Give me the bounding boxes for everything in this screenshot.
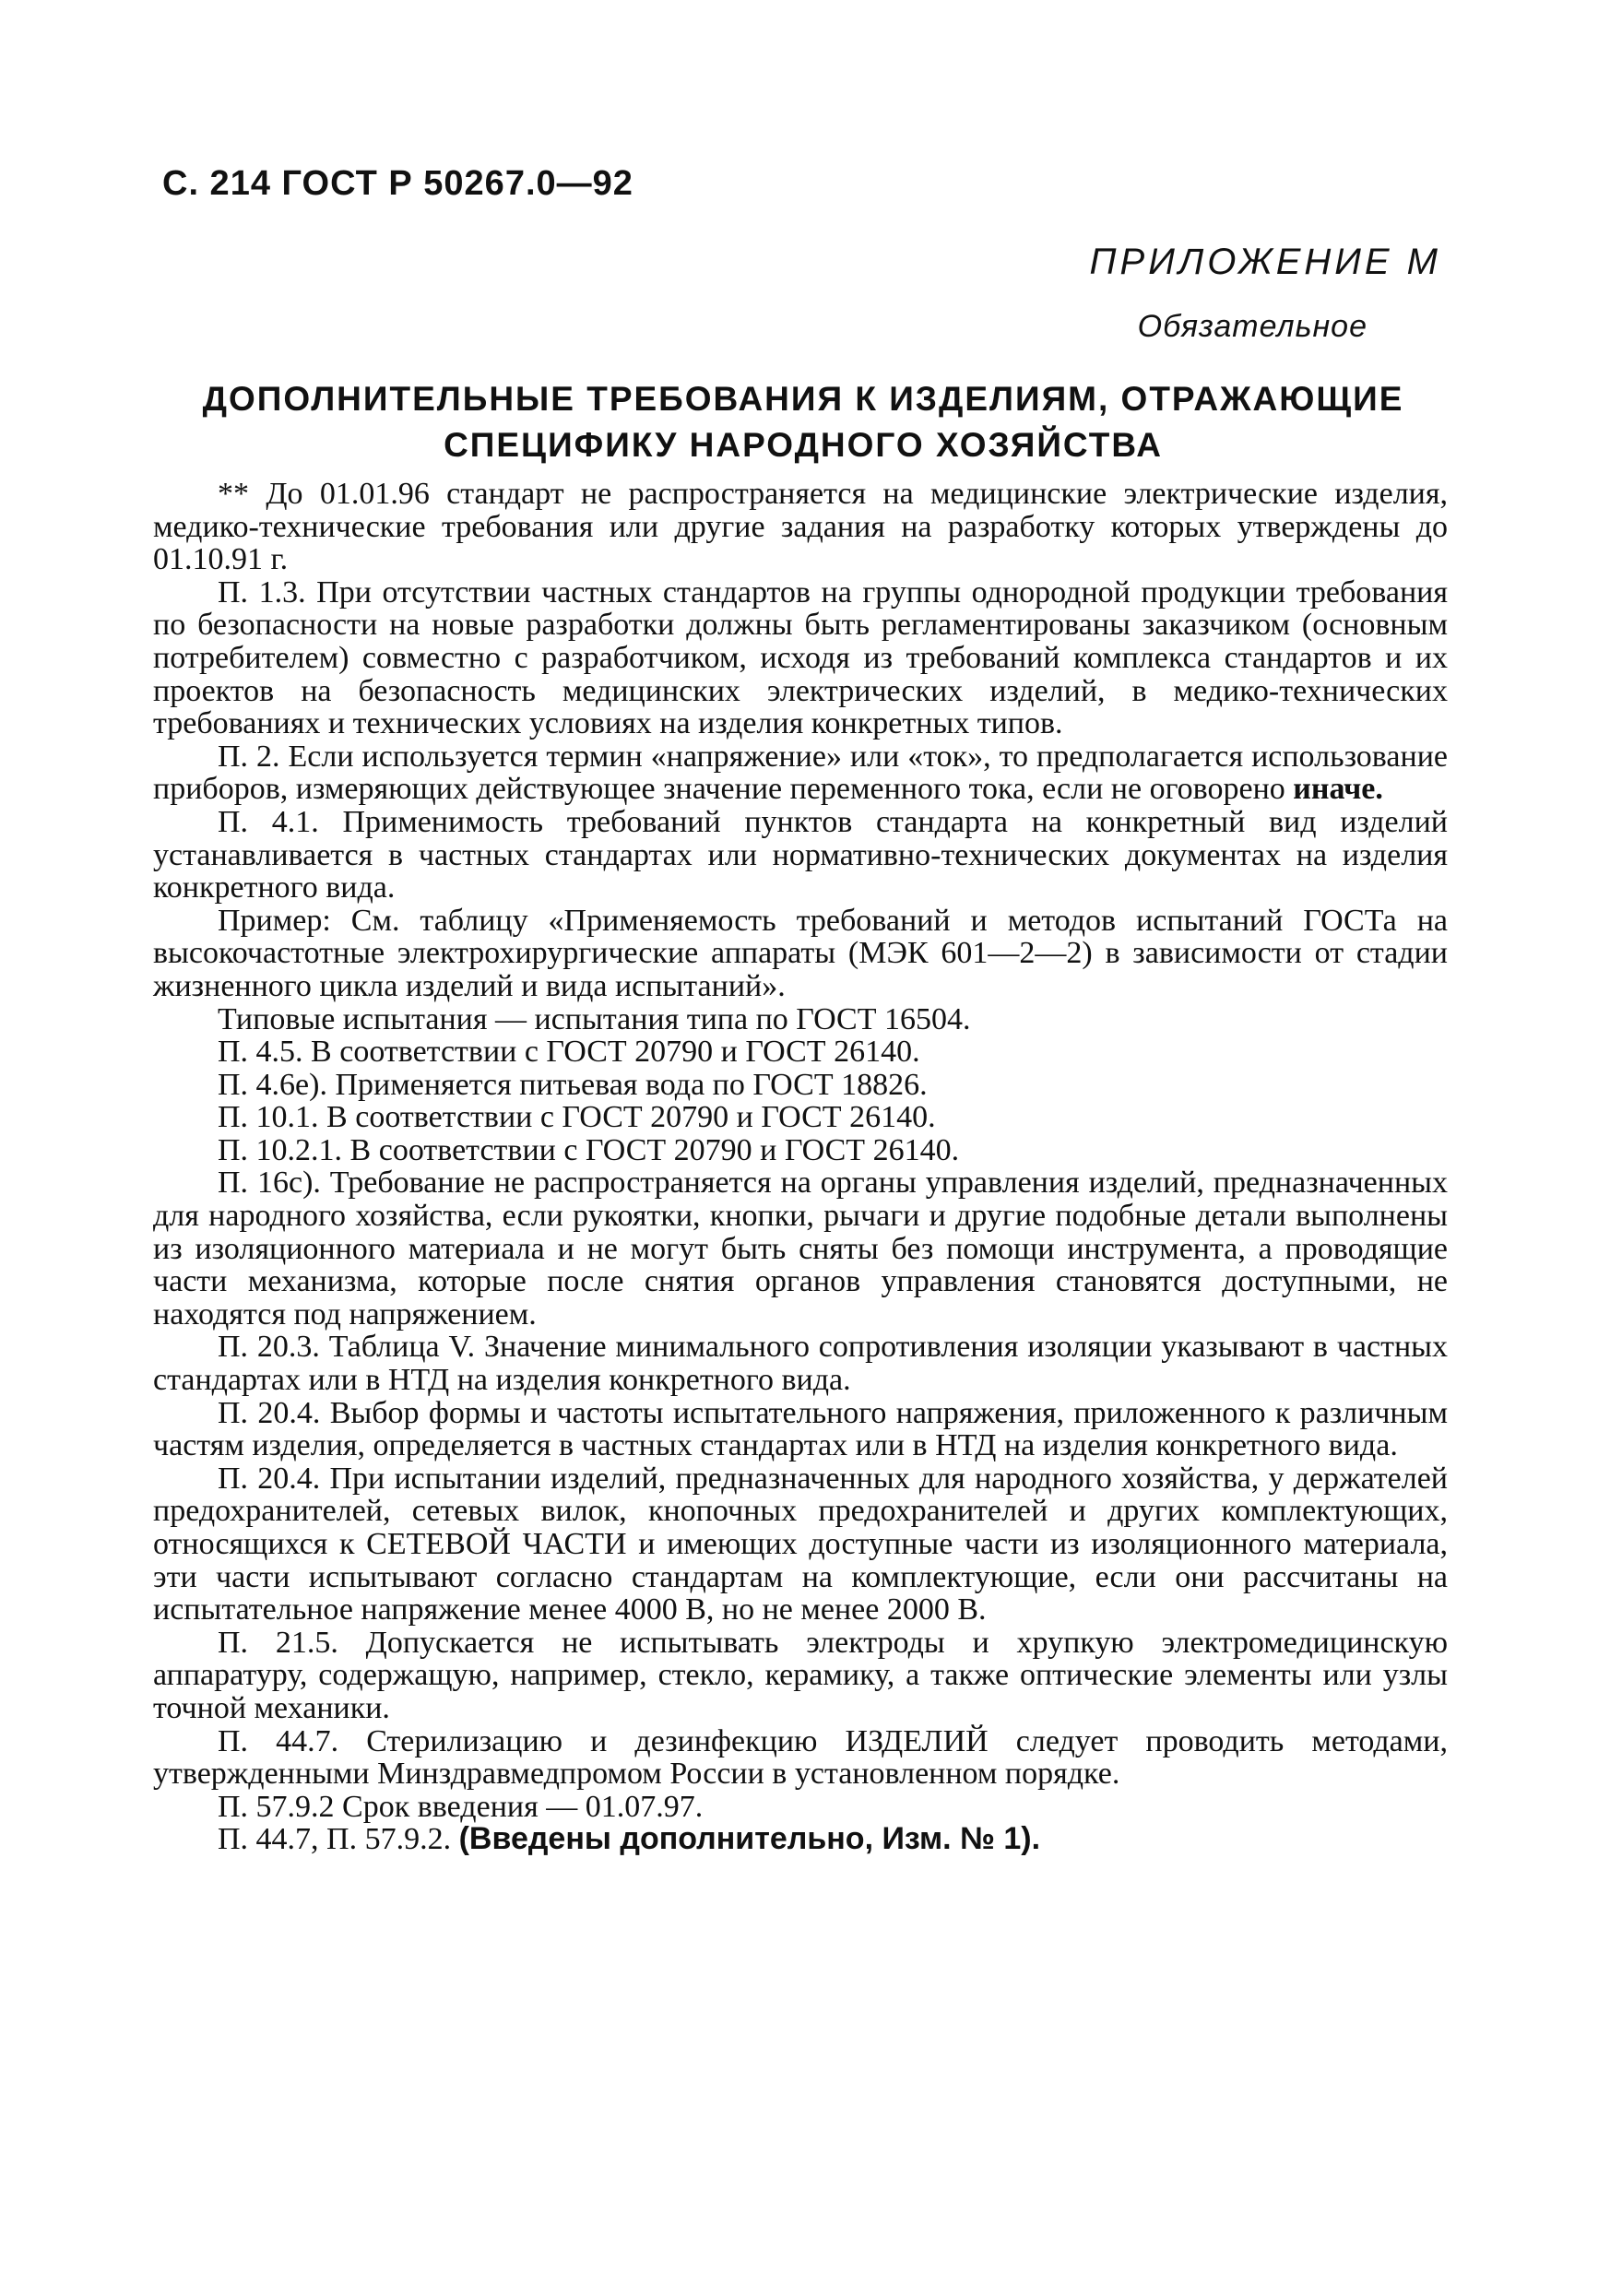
- paragraph-text: П. 4.1. Применимость требований пунктов стандарта на конкретный вид изделий устанавливается в частных стандартах или нормативно-технических документах на изделия конкретного вида.: [153, 804, 1448, 905]
- paragraph: [153, 740, 1448, 806]
- paragraph-text: П. 16с). Требование не распространяется на органы управления изделий, предназначенных для народного хозяйства, если рукоятки, кнопки, рычаги и другие подобные детали выполнены из изоляционного материала и не могут быть сняты без помощи инструмента, а проводящие части механизма, которые после снятия органов управления становятся доступными, не находятся под напряжением.: [153, 1166, 1448, 1331]
- paragraph: [153, 806, 1448, 905]
- paragraph-text: П. 4.6е). Применяется питьевая вода по ГОСТ 18826.: [218, 1067, 928, 1102]
- paragraph-text: П. 20.3. Таблица V. Значение минимального сопротивления изоляции указывают в частных стандартах или в НТД на изделия конкретного вида.: [153, 1330, 1448, 1398]
- paragraph: [153, 1331, 1448, 1396]
- paragraph: [153, 1791, 1448, 1824]
- paragraph-text: П. 57.9.2 Срок введения — 01.07.97.: [218, 1789, 704, 1824]
- paragraph-bold-text: (Введены дополнительно, Изм. № 1).: [458, 1821, 1041, 1857]
- paragraph: [153, 1069, 1448, 1102]
- paragraph-text: П. 10.2.1. В соответствии с ГОСТ 20790 и ГОСТ 26140.: [218, 1132, 960, 1167]
- paragraph: [153, 1036, 1448, 1069]
- paragraph-text: П. 4.5. В соответствии с ГОСТ 20790 и ГОСТ 26140.: [218, 1035, 920, 1070]
- paragraph-text: П. 2. Если используется термин «напряжение» или «ток», то предполагается использование приборов, измеряющих действующее значение переменного тока, если не оговорено: [153, 739, 1448, 807]
- paragraph: [153, 1166, 1448, 1331]
- paragraph: [153, 1627, 1448, 1725]
- paragraph: [153, 1397, 1448, 1462]
- paragraph-text: П. 10.1. В соответствии с ГОСТ 20790 и ГОСТ 26140.: [218, 1100, 936, 1135]
- main-heading-line-1: ДОПОЛНИТЕЛЬНЫЕ ТРЕБОВАНИЯ К ИЗДЕЛИЯМ, ОТРАЖАЮЩИЕ: [202, 380, 1404, 418]
- paragraph: [153, 1823, 1448, 1856]
- page-header: С. 214 ГОСТ Р 50267.0—92: [162, 164, 633, 203]
- paragraph: [153, 1003, 1448, 1036]
- paragraph: [153, 1134, 1448, 1167]
- paragraph-text: ** До 01.01.96 стандарт не распространяется на медицинские электрические изделия, медико-технические требования или другие задания на разработку которых утверждены до 01.10.91 г.: [153, 477, 1448, 577]
- paragraph: [153, 905, 1448, 1003]
- appendix-title: ПРИЛОЖЕНИЕ М: [1089, 242, 1441, 282]
- paragraph-text: П. 21.5. Допускается не испытывать электроды и хрупкую электромедицинскую аппаратуру, содержащую, например, стекло, керамику, а также оптические элементы или узлы точной механики.: [153, 1625, 1448, 1725]
- paragraph: [153, 478, 1448, 576]
- paragraph-bold-text: иначе.: [1293, 772, 1383, 807]
- main-heading: [162, 376, 1444, 468]
- paragraph: [153, 1725, 1448, 1791]
- paragraph-text: П. 20.4. При испытании изделий, предназначенных для народного хозяйства, у держателей предохранителей, сетевых вилок, кнопочных предохранителей и других комплектующих, относящихся к СЕТЕВОЙ ЧАСТИ и имеющих доступные части из изоляционного материала, эти части испытывают согласно стандартам на комплектующие, если они рассчитаны на испытательное напряжение менее 4000 В, но не менее 2000 В.: [153, 1461, 1448, 1627]
- paragraph-text: Типовые испытания — испытания типа по ГОСТ 16504.: [218, 1001, 971, 1036]
- paragraph-text: П. 44.7. Стерилизацию и дезинфекцию ИЗДЕЛИЙ следует проводить методами, утвержденными Минздравмедпромом России в установленном порядке.: [153, 1723, 1448, 1792]
- appendix-status: Обязательное: [1137, 309, 1367, 344]
- paragraph-text: П. 1.3. При отсутствии частных стандартов на группы однородной продукции требования по безопасности на новые разработки должны быть регламентированы заказчиком (основным потребителем) совместно с разработчиком, исходя из требований комплекса стандартов и их проектов на безопасность медицинских электрических изделий, в медико-технических требованиях и технических условиях на изделия конкретных типов.: [153, 574, 1448, 741]
- paragraph-text: П. 20.4. Выбор формы и частоты испытательного напряжения, приложенного к различным частям изделия, определяется в частных стандартах или в НТД на изделия конкретного вида.: [153, 1395, 1448, 1463]
- paragraph: [153, 1101, 1448, 1134]
- main-heading-line-2: СПЕЦИФИКУ НАРОДНОГО ХОЗЯЙСТВА: [444, 426, 1163, 464]
- paragraph: [153, 576, 1448, 740]
- body-text: [153, 478, 1448, 1856]
- paragraph-text: Пример: См. таблицу «Применяемость требований и методов испытаний ГОСТа на высокочастотные электрохирургические аппараты (МЭК 601—2—2) в зависимости от стадии жизненного цикла изделий и вида испытаний».: [153, 903, 1448, 1003]
- paragraph-text: П. 44.7, П. 57.9.2.: [218, 1822, 452, 1857]
- paragraph: [153, 1462, 1448, 1627]
